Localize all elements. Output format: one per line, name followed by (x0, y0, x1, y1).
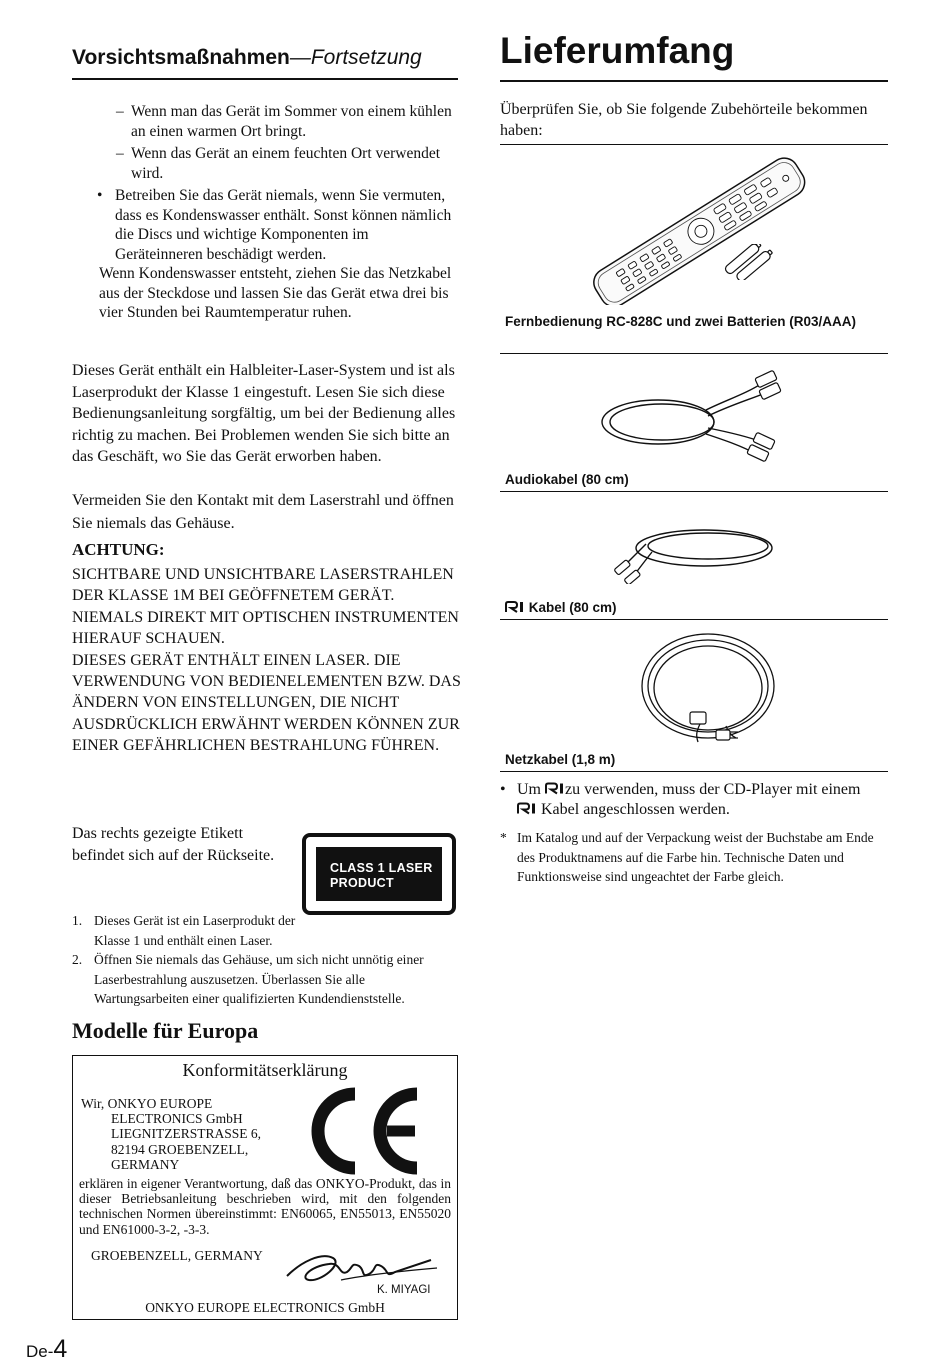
bullet-mark: • (97, 187, 103, 204)
bullet-item-text: Betreiben Sie das Gerät niemals, wenn Sie vermuten, dass es Kondenswasser enthält. Sonst können nämlich die Discs und wichtige Komponenten im Geräteinneren beschädigt werden. (115, 187, 452, 263)
laser-label-line2: PRODUCT (330, 876, 394, 890)
page-number-prefix: De- (26, 1342, 54, 1358)
condensation-paragraph: Wenn Kondenswasser entsteht, ziehen Sie das Netzkabel aus der Steckdose und lassen Sie das Gerät etwa drei bis vier Stunden bei Raumtemperatur ruhen. (99, 265, 452, 322)
address-line: ELECTRONICS GmbH (111, 1111, 243, 1127)
caption-ri-text: Kabel (80 cm) (528, 600, 617, 615)
asterisk-mark: * (500, 830, 507, 845)
caption-ri-cable (500, 598, 888, 620)
page-number-value: 4 (53, 1335, 68, 1358)
declaration-signer: K. MIYAGI (377, 1284, 431, 1296)
address-line: Wir, ONKYO EUROPE (81, 1096, 213, 1111)
numbered-item-text: Dieses Gerät ist ein Laserprodukt der Klasse 1 und enthält einen Laser. (94, 913, 296, 948)
ri-note (500, 780, 890, 820)
list-item-text: Wenn man das Gerät im Sommer von einem kühlen an einen warmen Ort bringt. (131, 103, 452, 140)
section-header-contents (500, 30, 888, 82)
ce-mark-icon (303, 1084, 425, 1178)
ri-note-after: Kabel angeschlossen werden. (541, 801, 730, 818)
signature-icon (281, 1242, 441, 1286)
caption-power: Netzkabel (1,8 m) (500, 750, 888, 772)
bullet-mark: • (500, 781, 506, 798)
dash-mark: – (116, 103, 124, 120)
class1-laser-label (302, 833, 456, 915)
caution-paragraph-2: DIESES GERÄT ENTHÄLT EINEN LASER. DIE VERWENDUNG VON BEDIENELEMENTEN BZW. DAS ÄNDERN VON EINSTELLUNGEN, DIE NICHT AUSDRÜCKLICH ERWÄHNT WERDEN KÖNNEN ZUR EINER GEFÄHRLICHEN BESTRAHLUNG FÜHREN. (72, 651, 461, 755)
laser-paragraph: Dieses Gerät enthält ein Halbleiter-Laser-System und ist als Laserprodukt der Klasse 1 eingestuft. Lesen Sie sich diese Bedienungsanleitung sorgfältig, um bei der Bedienung alles richtig zu machen. Bei Problemen wenden Sie sich bitte an das Geschäft, wo Sie das Gerät erworben haben. (72, 362, 456, 466)
list-item-text: Wenn das Gerät an einem feuchten Ort verwendet wird. (131, 145, 441, 182)
label-location-text: Das rechts gezeigte Etikett befindet sich auf der Rückseite. (72, 825, 275, 864)
ri-cable-icon (612, 514, 778, 584)
contents-intro: Überprüfen Sie, ob Sie folgende Zubehörteile bekommen haben: (500, 100, 888, 145)
battery-icon (724, 244, 776, 280)
list-item (116, 102, 456, 142)
remote-control-icon (590, 155, 810, 305)
caption-audio: Audiokabel (80 cm) (500, 470, 888, 492)
color-note (500, 828, 890, 887)
dash-mark: – (116, 145, 124, 162)
ri-logo-icon (545, 782, 565, 795)
caution-paragraph-1: SICHTBARE UND UNSICHTBARE LASERSTRAHLEN DER KLASSE 1M BEI GEÖFFNETEM GERÄT. NIEMALS DIREKT MIT OPTISCHEN INSTRUMENTEN HIERAUF SCHAUEN. (72, 566, 459, 648)
item-number: 2. (72, 952, 83, 967)
declaration-title: Konformitätserklärung (182, 1060, 348, 1080)
europe-models-heading: Modelle für Europa (72, 1018, 259, 1043)
item-number: 1. (72, 913, 83, 928)
section-header-precautions (72, 46, 458, 80)
ri-note-middle: zu verwenden, muss der CD-Player mit einem (565, 781, 861, 798)
caption-remote: Fernbedienung RC-828C und zwei Batterien (R03/AAA) (500, 312, 888, 354)
declaration-statement: erklären in eigener Verantwortung, daß das ONKYO-Produkt, das in dieser Betriebsanleitung beschrieben wird, mit den folgenden technischen Normen übereinstimmt: EN60065, EN55013, EN55020 und EN61000-3-2, -3-3. (79, 1176, 451, 1237)
numbered-item (72, 950, 462, 1009)
numbered-item (72, 911, 462, 950)
ri-logo-icon (505, 601, 525, 613)
caution-heading: ACHTUNG: (72, 540, 165, 559)
ri-note-before: Um (517, 781, 541, 798)
declaration-address (81, 1096, 261, 1172)
page-number (26, 1335, 67, 1358)
ri-logo-icon (517, 802, 537, 815)
address-line: LIEGNITZERSTRASSE 6, (111, 1126, 261, 1142)
laser-label-line1: CLASS 1 LASER (330, 861, 433, 875)
caution-text (72, 564, 464, 757)
power-cable-icon (636, 628, 782, 752)
audio-cable-icon (596, 370, 786, 465)
declaration-of-conformity-box (72, 1055, 458, 1320)
list-item (116, 144, 456, 184)
declaration-place: GROEBENZELL, GERMANY (91, 1248, 263, 1263)
laser-warning-paragraph: Vermeiden Sie den Kontakt mit dem Laserstrahl und öffnen Sie niemals das Gehäuse. (72, 492, 454, 532)
section-title: Lieferumfang (500, 30, 735, 71)
address-line: GERMANY (111, 1156, 180, 1172)
section-continuation: —Fortsetzung (289, 46, 422, 69)
bullet-item (97, 186, 459, 264)
declaration-company: ONKYO EUROPE ELECTRONICS GmbH (145, 1300, 385, 1315)
section-title: Vorsichtsmaßnahmen (72, 46, 290, 69)
numbered-item-text: Öffnen Sie niemals das Gehäuse, um sich nicht unnötig einer Laserbestrahlung auszusetzen. Überlassen Sie alle Wartungsarbeiten einer qualifizierten Kundendienststelle. (94, 952, 424, 1006)
address-line: 82194 GROEBENZELL, (111, 1141, 249, 1157)
color-note-text: Im Katalog und auf der Verpackung weist der Buchstabe am Ende des Produktnamens auf die Farbe hin. Technische Daten und Funktionsweise sind ungeachtet der Farbe gleich. (517, 830, 874, 884)
